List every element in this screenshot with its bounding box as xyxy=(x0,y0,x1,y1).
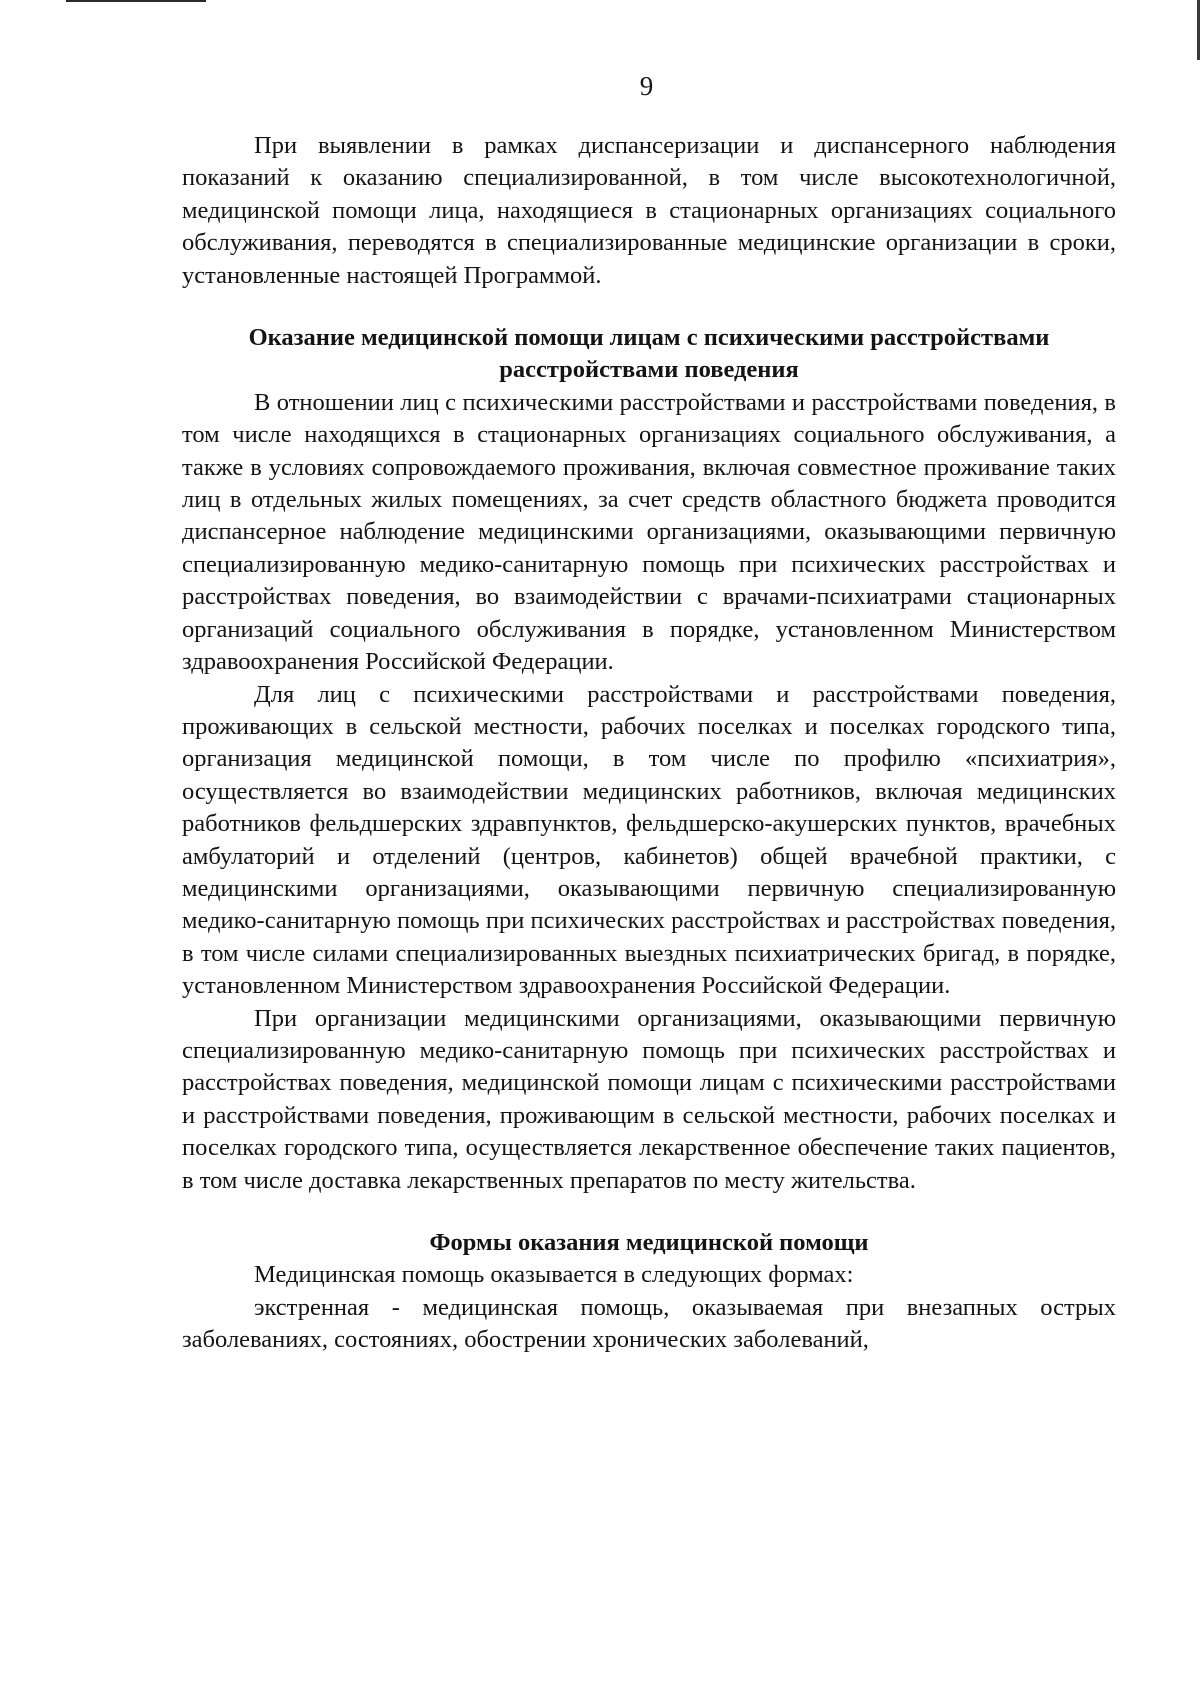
care-forms-paragraph-1: Медицинская помощь оказывается в следующих формах: xyxy=(254,1261,854,1289)
mental-health-paragraph-2: Для лиц с психическими расстройствами и расстройствами поведения, проживающих в сельской местности, рабочих поселках и поселках городского типа, организация медицинской помощи, в том числе по профилю «психиатрия», осуществляется во взаимодействии медицинских работников, включая медицинских работников фельдшерских здравпунктов, фельдшерско-акушерских пунктов, врачебных амбулаторий и отделений (центров, кабинетов) общей врачебной практики, с медицинскими организациями, оказывающими первичную специализированную медико-санитарную помощь при психических расстройствах и расстройствах поведения, в том числе силами специализированных выездных психиатрических бригад, в порядке, установленном Министерством здравоохранения Российской Федерации. xyxy=(182,680,1116,1000)
mental-health-paragraph-3: При организации медицинскими организациями, оказывающими первичную специализированную медико-санитарную помощь при психических расстройствах и расстройствах поведения, медицинской помощи лицам с психическими расстройствами и расстройствами поведения, проживающим в сельской местности, рабочих поселках и поселках городского типа, осуществляется лекарственное обеспечение таких пациентов, в том числе доставка лекарственных препаратов по месту жительства. xyxy=(182,1004,1116,1194)
scan-artifact-line xyxy=(66,0,206,2)
section-heading-mental-health: Оказание медицинской помощи лицам с психическими расстройствами расстройствами поведения xyxy=(248,324,1050,384)
section-heading-care-forms: Формы оказания медицинской помощи xyxy=(429,1229,869,1256)
care-forms-paragraph-2: экстренная - медицинская помощь, оказываемая при внезапных острых заболеваниях, состояниях, обострении хронических заболеваний, xyxy=(182,1293,1116,1354)
mental-health-paragraph-1: В отношении лиц с психическими расстройствами и расстройствами поведения, в том числе находящихся в стационарных организациях социального обслуживания, а также в условиях сопровождаемого проживания, включая совместное проживание таких лиц в отдельных жилых помещениях, за счет средств областного бюджета проводится диспансерное наблюдение медицинскими организациями, оказывающими первичную специализированную медико-санитарную помощь при психических расстройствах и расстройствах поведения, во взаимодействии с врачами-психиатрами стационарных организаций социального обслуживания в порядке, установленном Министерством здравоохранения Российской Федерации. xyxy=(182,388,1116,676)
page-number: 9 xyxy=(639,71,654,101)
document-body xyxy=(182,130,1116,1357)
intro-paragraph: При выявлении в рамках диспансеризации и диспансерного наблюдения показаний к оказанию специализированной, в том числе высокотехнологичной, медицинской помощи лица, находящиеся в стационарных организациях социального обслуживания, переводятся в специализированные медицинские организации в сроки, установленные настоящей Программой. xyxy=(182,132,1116,289)
